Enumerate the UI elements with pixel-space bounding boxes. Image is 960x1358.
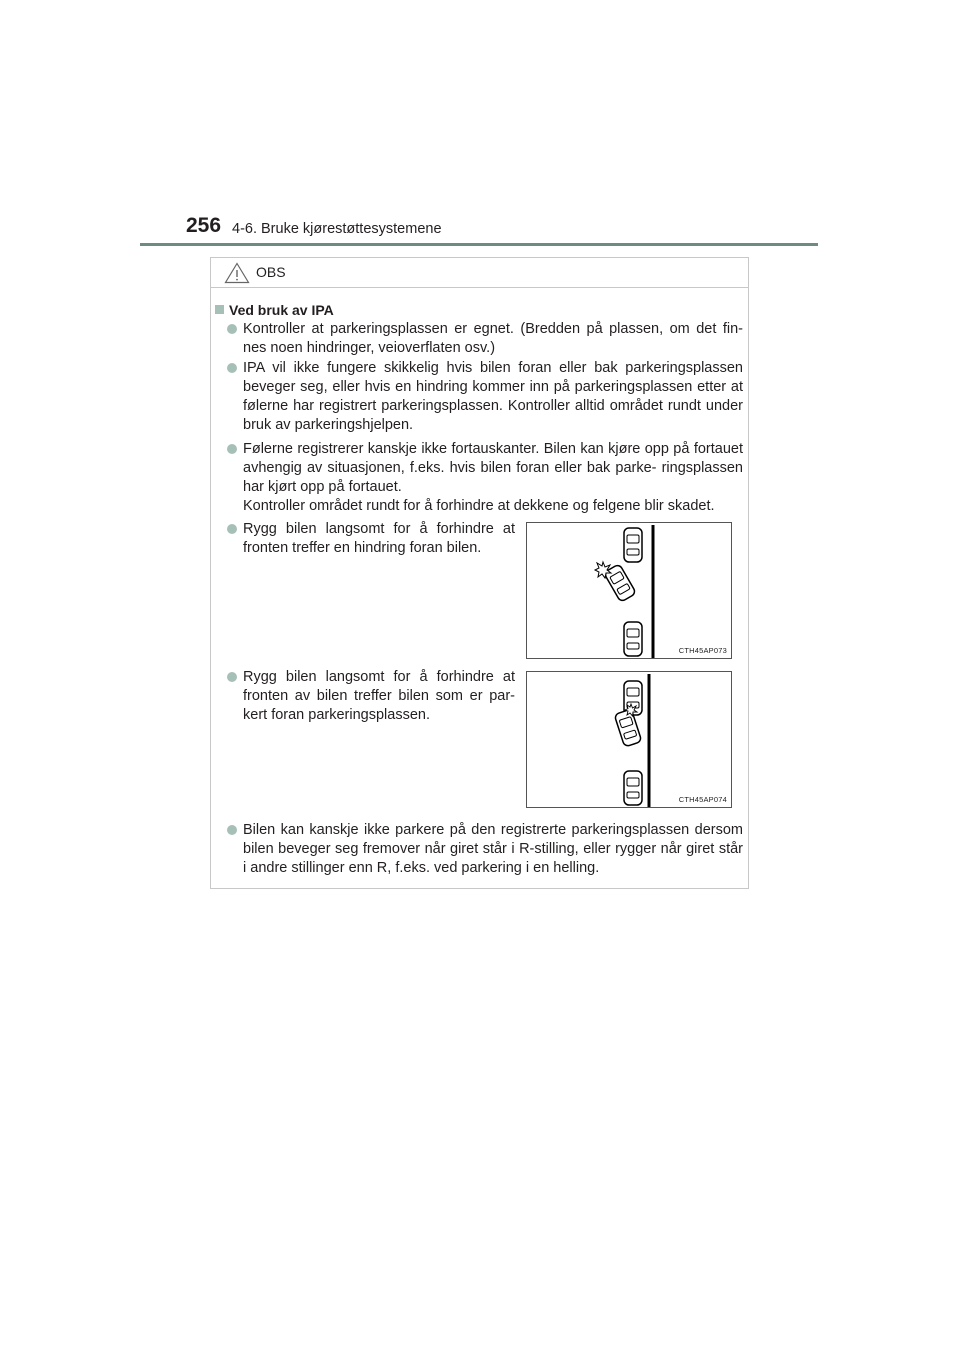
list-item (227, 320, 743, 358)
notice-box (210, 257, 749, 889)
figure-code: CTH45AP073 (678, 646, 727, 655)
parking-diagram-2 (527, 672, 733, 809)
reversing-car (604, 564, 637, 602)
list-item-text: Kontroller at parkeringsplassen er egnet. (Bredden på plassen, om det fin- nes noen hindringer, veioverflaten osv.) (243, 321, 743, 356)
notice-header (211, 258, 748, 288)
section-title: 4-6. Bruke kjørestøttesystemene (232, 221, 442, 237)
header-rule (140, 243, 818, 246)
list-item (227, 668, 515, 725)
list-item-text: IPA vil ikke fungere skikkelig hvis bilen foran eller bak parkeringsplassen beveger seg, eller hvis en hindring kommer inn på parkeringsplassen etter at følerne har registrert parkeringsplassen. Kontroller alltid området rundt under bruk av parkeringshjelpen. (243, 360, 743, 433)
page-number: 256 (186, 214, 222, 237)
parked-car-front (624, 528, 642, 562)
list-item-text: Rygg bilen langsomt for å forhindre at fronten av bilen treffer bilen som er par- kert foran parkeringsplassen. (243, 669, 515, 723)
list-item-text: Bilen kan kanskje ikke parkere på den registrerte parkeringsplassen dersom bilen beveger seg fremover når giret står i R-stilling, eller rygger når giret står i andre stillinger enn R, f.eks. ved parkering i en helling. (243, 822, 743, 876)
bullet-dot-icon (227, 324, 237, 334)
bullet-dot-icon (227, 672, 237, 682)
square-bullet-icon (215, 305, 224, 314)
bullet-dot-icon (227, 825, 237, 835)
parking-diagram-1 (527, 523, 733, 660)
bullet-dot-icon (227, 444, 237, 454)
list-item (227, 821, 743, 878)
list-item (227, 440, 743, 516)
parking-illustration-1 (526, 522, 732, 659)
parked-car-rear (624, 771, 642, 805)
parked-car-rear (624, 622, 642, 656)
list-item (227, 520, 515, 558)
list-item-text-continued: Kontroller området rundt for å forhindre at dekkene og felgene blir skadet. (243, 498, 715, 514)
notice-label: OBS (256, 264, 286, 280)
bullet-dot-icon (227, 524, 237, 534)
warning-triangle-icon (224, 262, 250, 284)
parking-illustration-2 (526, 671, 732, 808)
list-item (227, 359, 743, 435)
figure-code: CTH45AP074 (678, 795, 727, 804)
list-item-text: Rygg bilen langsomt for å forhindre at fronten treffer en hindring foran bilen. (243, 521, 515, 556)
notice-heading (215, 302, 334, 318)
bullet-dot-icon (227, 363, 237, 373)
notice-heading-text: Ved bruk av IPA (229, 302, 334, 318)
list-item-text: Følerne registrerer kanskje ikke fortauskanter. Bilen kan kjøre opp på fortauet avhengig av situasjonen, f.eks. hvis bilen foran eller bak parke- ringsplassen har kjørt opp på fortauet. (243, 441, 743, 495)
